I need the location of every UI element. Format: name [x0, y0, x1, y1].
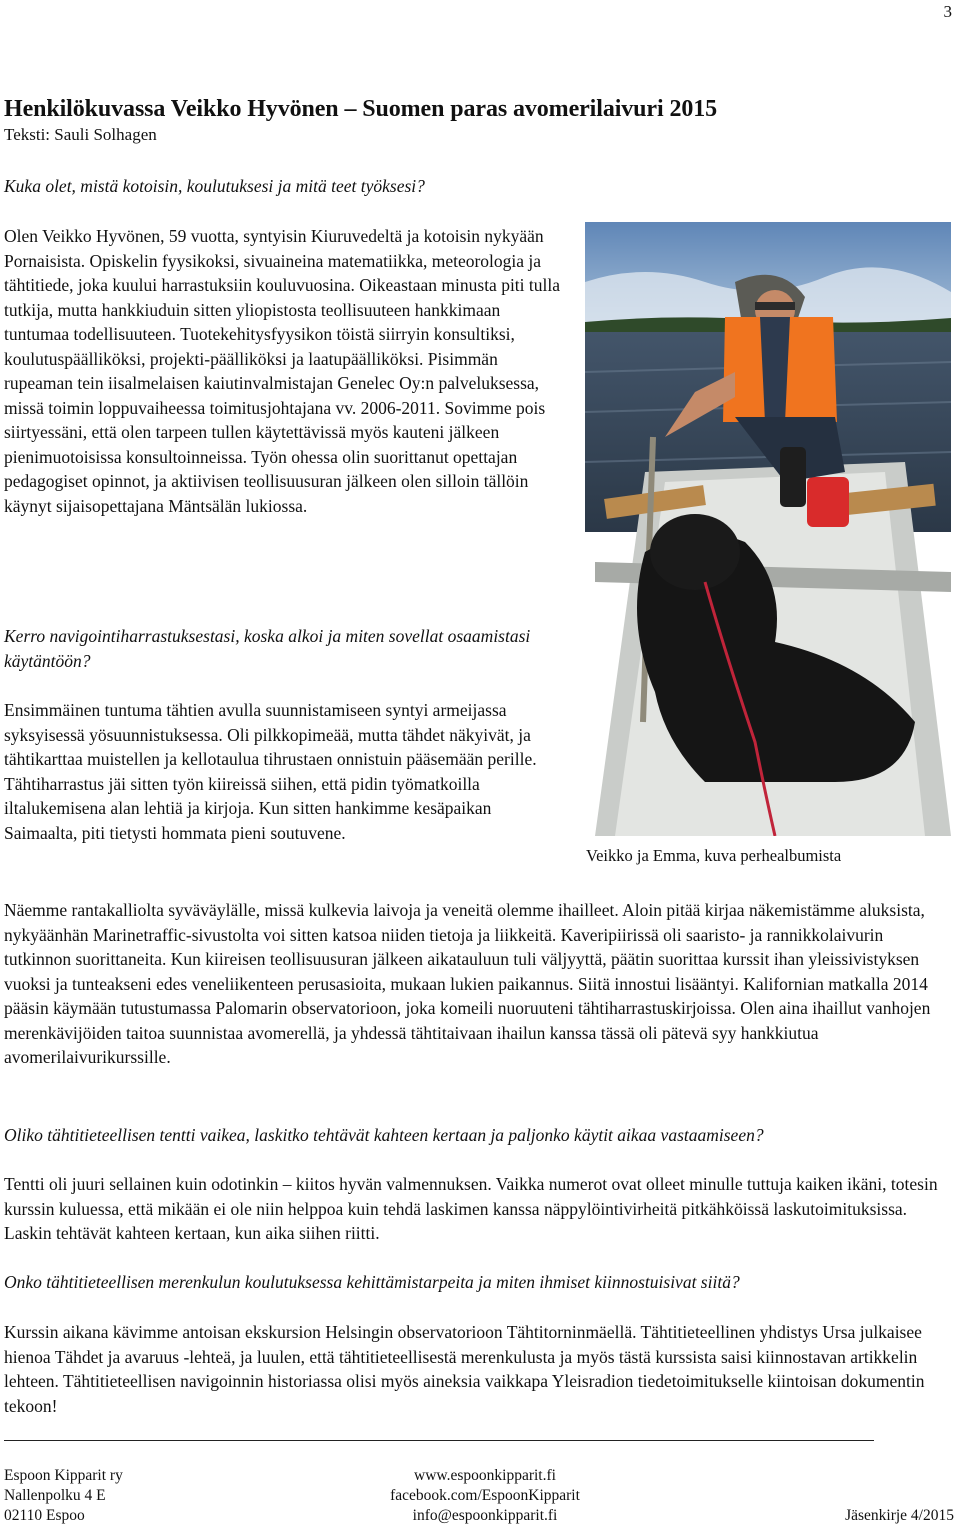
footer-email-link[interactable]: info@espoonkipparit.fi [412, 1507, 558, 1524]
footer-issue: Jäsenkirje 4/2015 [845, 1507, 954, 1524]
footer-address [4, 1466, 123, 1526]
answer-5: Kurssin aikana kävimme antoisan ekskursion Helsingin observatorioon Tähtitorninmäellä. Tähtitieteellinen yhdistys Ursa julkaisee hienoa Tähdet ja avaruus -lehteä, ja luulen, että tähtitieteellisestä merenkulusta ja myös tästä kurssista saisi kiinnostavan artikkelin lehteen. Tähtitieteellisen navigoinnin historiassa olisi myös aineksia vaikkapa Yleisradion tiedetoimitukselle kiintoisan dokumentin tekoon! [4, 1322, 925, 1416]
answer-2: Ensimmäinen tuntuma tähtien avulla suunnistamiseen syntyi armeijassa syksyisessä yösuunnistuksessa. Oli pilkkopimeää, mutta tähdet näkyivät, ja tähtikarttaa muistellen ja kellotaulua tihrustaen onnistuin pääsemään perille. Tähtiharrastus jäi sitten työn kiireissä siihen, että pidin työmatkoilla iltalukemisena alan lehtiä ja kirjoja. Kun sitten hankimme kesäpaikan Saimaalta, piti tietysti hommata pieni soutuvene. [4, 700, 537, 843]
byline: Teksti: Sauli Solhagen [4, 125, 157, 144]
footer-org: Espoon Kipparit ry [4, 1467, 123, 1484]
question-2: Kerro navigointiharrastuksestasi, koska alkoi ja miten sovellat osaamistasi käytäntöön? [4, 626, 531, 671]
footer-divider [4, 1440, 874, 1441]
footer-facebook-link[interactable]: facebook.com/EspoonKipparit [390, 1487, 580, 1504]
answer-1: Olen Veikko Hyvönen, 59 vuotta, syntyisin Kiuruvedeltä ja kotoisin nykyään Pornaisista. Opiskelin fyysikoksi, sivuaineina matematiikka, meteorologia ja tähtitiede, joka kuului harrastuksiin kouluvuosina. Oikeastaan minusta piti tulla tutkija, mutta hankkiuduin sitten yliopistosta teollisuuteen hankkimaan tuntumaa todellisuuteen. Tuotekehitysfyysikon töistä siirryin konsultiksi, koulutuspäälliköksi, projekti-päälliköksi ja laatupäälliköksi. Pisimmän rupeaman tein iisalmelaisen kaiutinvalmistajan Genelec Oy:n palveluksessa, missä toimin loppuvaiheessa toimitusjohtajana vv. 2006-2011. Sovimme pois siirtyessäni, että olen tarpeen tullen käytettävissä myös kauteni jälkeen pienimuotoisissa konsultoinneissa. Työn ohessa olin suorittanut opettajan pedagogiset opinnot, ja aktiivisen teollisuusuran jälkeen olen silloin tällöin käynyt sijaisopettajana Mäntsälän lukiossa. [4, 226, 561, 516]
photo-caption: Veikko ja Emma, kuva perhealbumista [586, 846, 842, 865]
question-1: Kuka olet, mistä kotoisin, koulutuksesi ja mitä teet työksesi? [4, 176, 425, 196]
question-3: Oliko tähtitieteellisen tentti vaikea, laskitko tehtävät kahteen kertaan ja paljonko käytit aikaa vastaamiseen? [4, 1125, 764, 1145]
footer-web-link[interactable]: www.espoonkipparit.fi [414, 1467, 556, 1484]
answer-3: Näemme rantakalliolta syväväylälle, missä kulkevia laivoja ja veneitä olemme ihailleet. Aloin pitää kirjaa näkemistämme aluksista, nykyäänhän Marinetraffic-sivustolta voi sitten katsoa niiden tietoja ja liikkeitä. Kaveripiirissä oli saaristo- ja rannikkolaivurin tutkinnon suorittaneita. Kun kiireisen teollisuusuran jälkeen aikatauluun tuli väljyyttä, päätin suorittaa kurssit ihan yleissivistyksen vuoksi ja tunteakseni edes veneliikenteen perusasioita, mukaan lukien paikannus. Siitä innostui lisääntyi. Kalifornian matkalla 2014 pääsin käymään tutustumassa Palomarin observatorioon, joka komeili nuoruuteni tähtiharrastuskirjoissa. Olen aina ihaillut vanhojen merenkävijöiden taitoa suunnistaa avomerellä, ja yhdessä tähtitaivaan ihailun kanssa tässä oli pätevä syy hankkiutua avomerilaivurikurssille. [4, 900, 931, 1067]
photo-veikko-and-emma [585, 222, 951, 836]
footer-contacts [370, 1466, 600, 1526]
question-4: Onko tähtitieteellisen merenkulun koulutuksessa kehittämistarpeita ja miten ihmiset kiinnostuisivat siitä? [4, 1272, 740, 1292]
article-title: Henkilökuvassa Veikko Hyvönen – Suomen paras avomerilaivuri 2015 [4, 96, 718, 122]
footer-city: 02110 Espoo [4, 1507, 85, 1524]
page-number: 3 [943, 2, 952, 21]
answer-4: Tentti oli juuri sellainen kuin odotinkin – kiitos hyvän valmennuksen. Vaikka numerot ovat olleet minulle tuttuja kaiken ikäni, totesin kurssin kuluessa, että mikään ei ole niin helppoa kuin tehdä laskimen kanssa näppylöintivirheitä pitkähköissä laskutoimituksissa. Laskin tehtävät kahteen kertaan, kun aika siihen riitti. [4, 1174, 938, 1243]
footer-street: Nallenpolku 4 E [4, 1487, 106, 1504]
